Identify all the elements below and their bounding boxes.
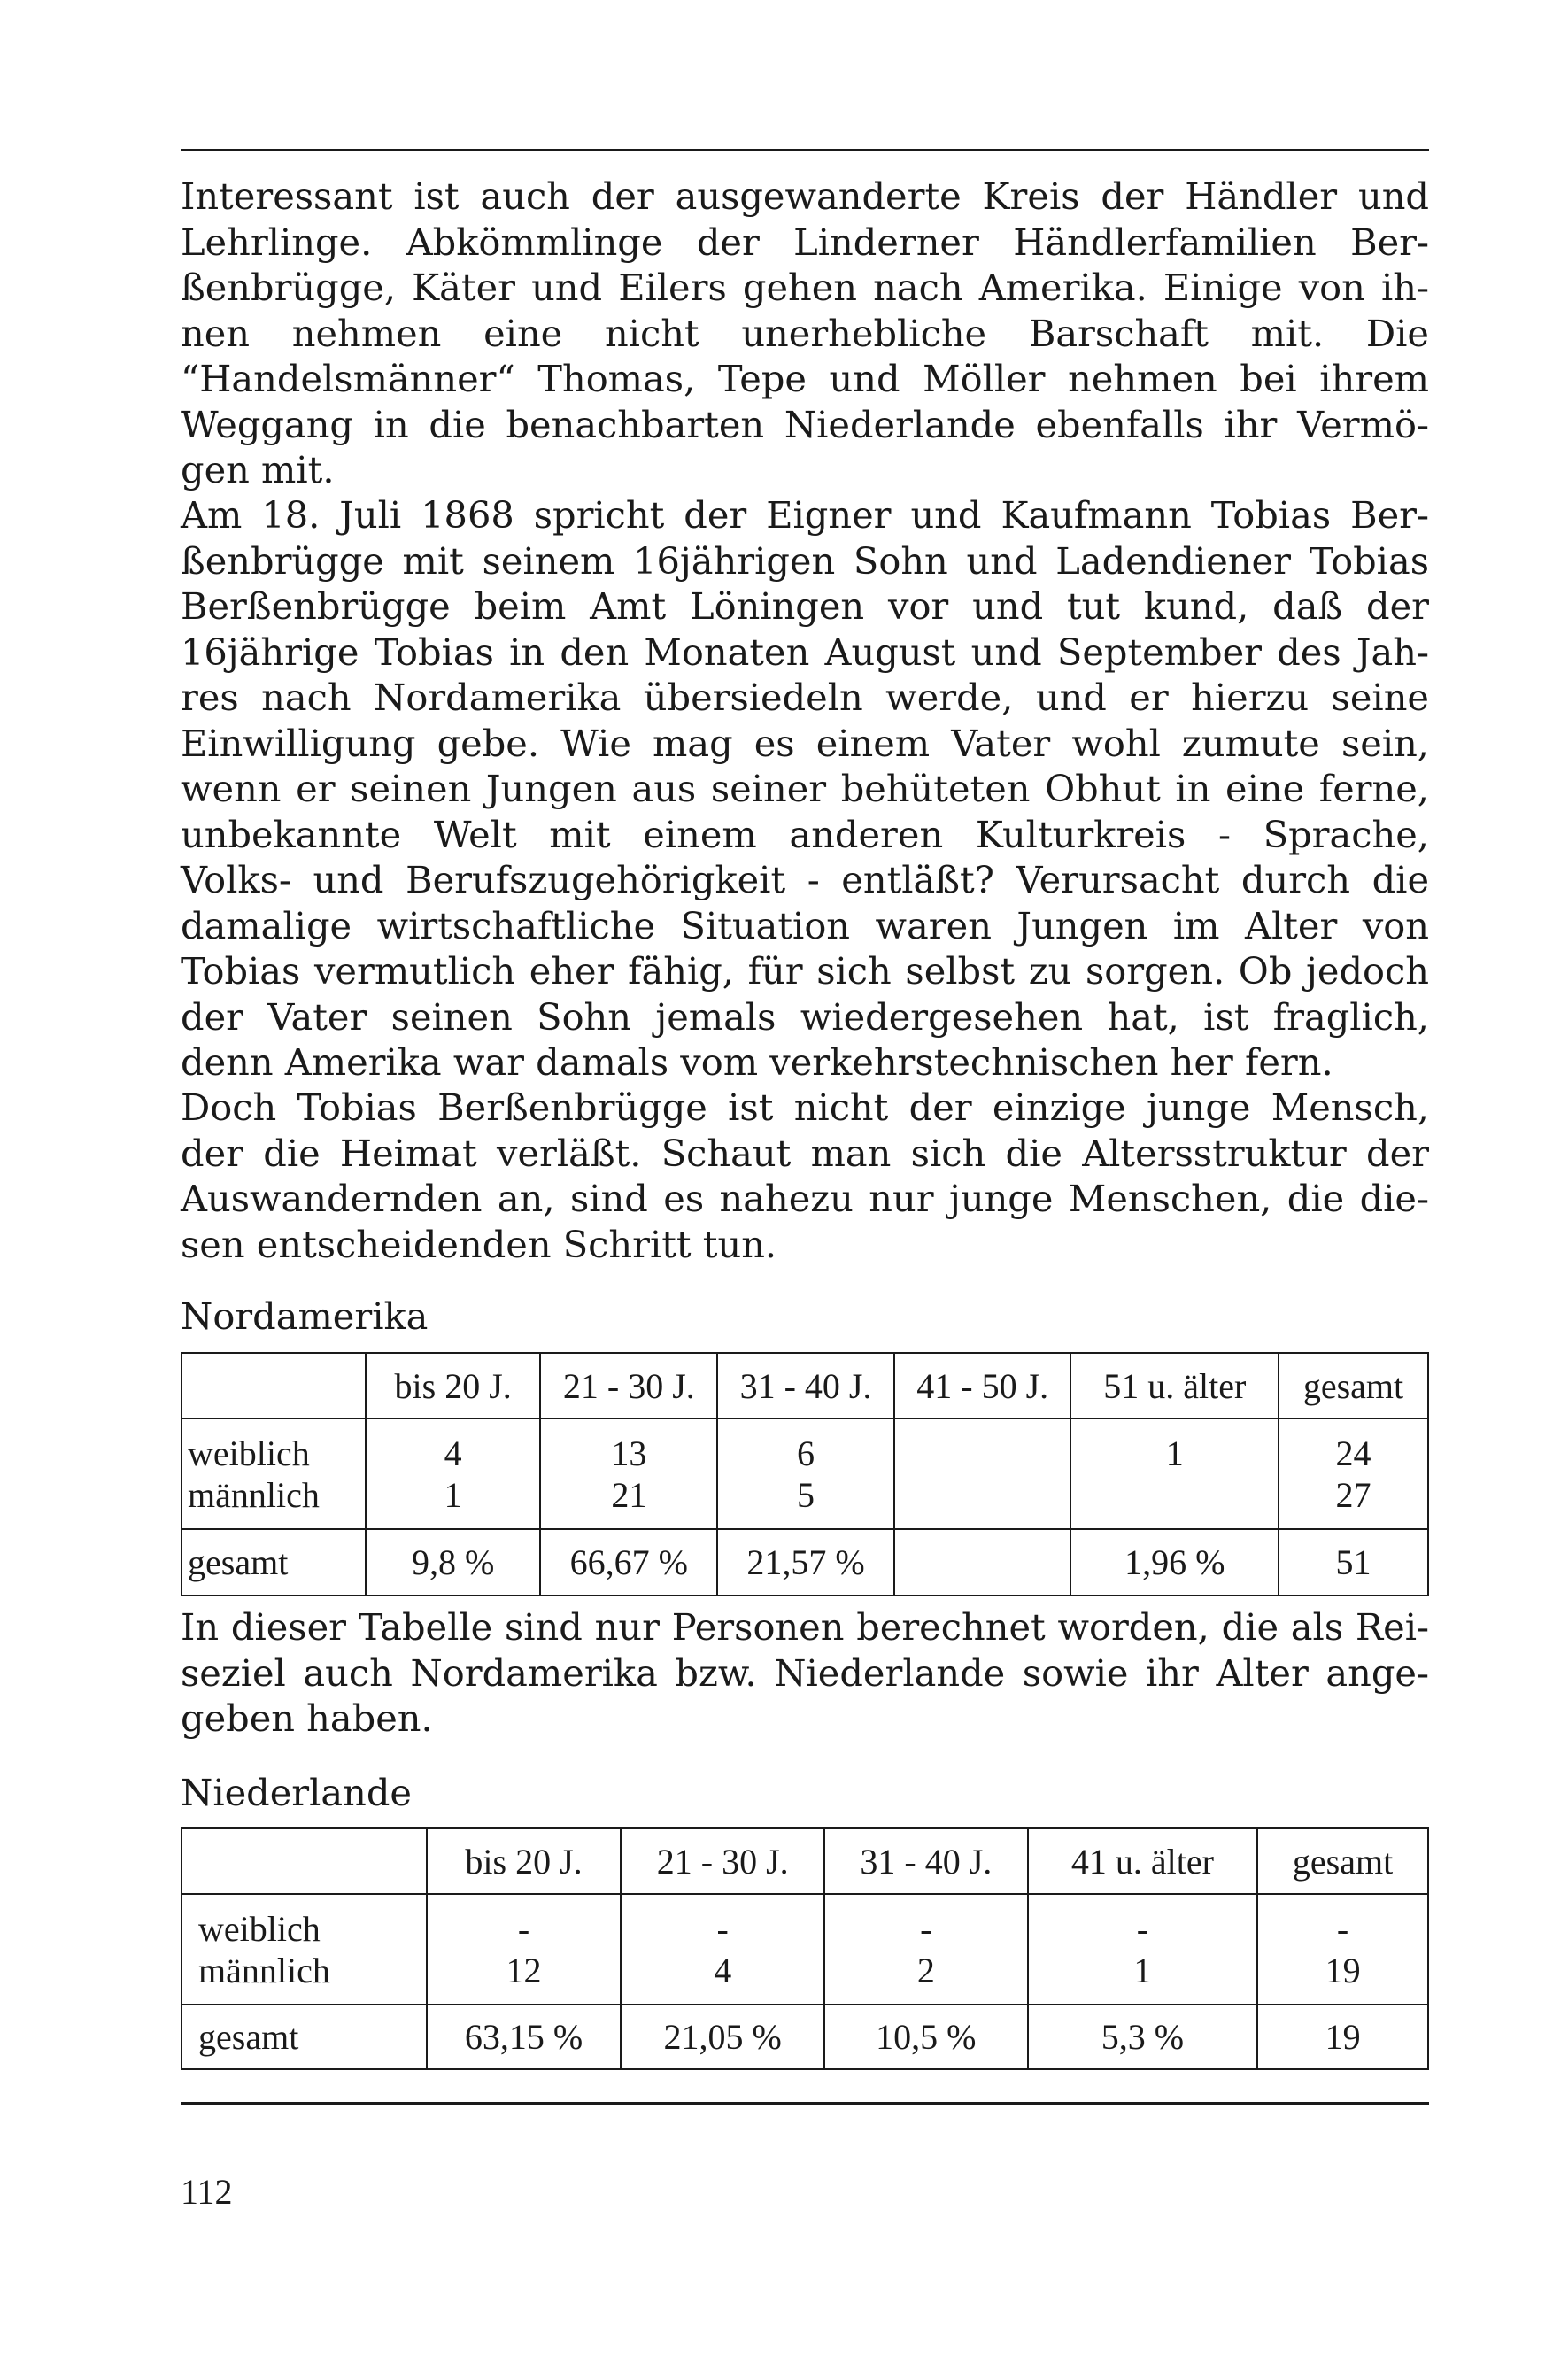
- table-header-cell: 21 - 30 J.: [540, 1353, 717, 1418]
- row-label-gesamt: gesamt: [182, 1529, 366, 1596]
- header-rule: [181, 149, 1429, 151]
- table-total-row: [182, 1529, 1428, 1596]
- cell-weiblich: -: [517, 1908, 530, 1949]
- row-label-maennlich: männlich: [188, 1474, 320, 1515]
- table-cell: [540, 1418, 717, 1529]
- cell-weiblich: -: [716, 1908, 729, 1949]
- table-header-cell: 41 u. älter: [1028, 1828, 1258, 1894]
- paragraph-haendler: [181, 174, 1429, 493]
- text-line: der Vater seinen Sohn jemals wiedergesehen hat, ist fraglich,: [181, 994, 1429, 1039]
- text-line: Am 18. Juli 1868 spricht der Eigner und Kaufmann Tobias Ber-: [181, 493, 1429, 537]
- table-cell: 21,05 %: [621, 2005, 824, 2069]
- paragraph-table-note: [181, 1604, 1429, 1742]
- table-row: [182, 1894, 1428, 2005]
- table-cell: 19: [1257, 2005, 1428, 2069]
- table-cell: 21,57 %: [717, 1529, 894, 1596]
- text-line: sen entscheidenden Schritt tun.: [181, 1222, 777, 1266]
- text-line: Tobias vermutlich eher fähig, für sich selbst zu sorgen. Ob jedoch: [181, 949, 1429, 993]
- table-header-row: [182, 1828, 1428, 1894]
- table-total-row: [182, 2005, 1428, 2069]
- cell-weiblich: 13: [611, 1433, 647, 1473]
- table-caption-nordamerika: Nordamerika: [181, 1294, 429, 1338]
- text-line: Interessant ist auch der ausgewanderte Kreis der Händler und: [181, 174, 1429, 218]
- cell-weiblich: -: [1136, 1908, 1149, 1949]
- cell-maennlich: 2: [916, 1950, 935, 1990]
- text-line: denn Amerika war damals vom verkehrstechnischen her fern.: [181, 1040, 1333, 1084]
- text-line: res nach Nordamerika übersiedeln werde, und er hierzu seine: [181, 676, 1429, 719]
- table-header-cell: [182, 1353, 366, 1418]
- text-line: Lehrlinge. Abkömmlinge der Linderner Händlerfamilien Ber-: [181, 220, 1429, 264]
- table-cell: [1279, 1418, 1428, 1529]
- text-line: ßenbrügge, Käter und Eilers gehen nach Amerika. Einige von ih-: [181, 266, 1429, 309]
- cell-weiblich: 1: [1165, 1433, 1184, 1473]
- cell-weiblich: 4: [444, 1433, 462, 1473]
- text-line: In dieser Tabelle sind nur Personen berechnet worden, die als Rei-: [181, 1605, 1429, 1649]
- table-header-cell: 51 u. älter: [1070, 1353, 1279, 1418]
- table-header-cell: gesamt: [1257, 1828, 1428, 1894]
- text-line: gen mit.: [181, 448, 335, 491]
- table-header-cell: gesamt: [1279, 1353, 1428, 1418]
- text-line: Volks- und Berufszugehörigkeit - entläßt? Verursacht durch die: [181, 858, 1429, 901]
- cell-weiblich: 24: [1335, 1433, 1371, 1473]
- cell-weiblich: [900, 1433, 1065, 1474]
- table-nordamerika: [181, 1352, 1429, 1596]
- table-row: [182, 1418, 1428, 1529]
- table-cell: [427, 1894, 622, 2005]
- table-header-cell: [182, 1828, 427, 1894]
- table-header-cell: bis 20 J.: [366, 1353, 541, 1418]
- row-label-weiblich: weiblich: [198, 1908, 321, 1949]
- cell-maennlich: [1077, 1474, 1272, 1516]
- table-cell: [894, 1529, 1071, 1596]
- cell-maennlich: 19: [1325, 1950, 1361, 1990]
- table-cell: 66,67 %: [540, 1529, 717, 1596]
- text-line: “Handelsmänner“ Thomas, Tepe und Möller nehmen bei ihrem: [181, 357, 1429, 400]
- row-label-gesamt: gesamt: [182, 2005, 427, 2069]
- cell-weiblich: -: [1336, 1908, 1349, 1949]
- table-cell: 10,5 %: [824, 2005, 1028, 2069]
- table-cell: [366, 1418, 541, 1529]
- table-cell: [621, 1894, 824, 2005]
- cell-maennlich: 12: [506, 1950, 542, 1990]
- cell-weiblich: 6: [797, 1433, 815, 1473]
- table-cell: 1,96 %: [1070, 1529, 1279, 1596]
- table-header-cell: 21 - 30 J.: [621, 1828, 824, 1894]
- paragraph-tobias: [181, 492, 1429, 1086]
- text-line: Einwilligung gebe. Wie mag es einem Vater wohl zumute sein,: [181, 721, 1429, 765]
- text-line: der die Heimat verläßt. Schaut man sich die Altersstruktur der: [181, 1131, 1429, 1175]
- paragraph-altersstruktur: [181, 1085, 1429, 1267]
- text-line: ßenbrügge mit seinem 16jährigen Sohn und Ladendiener Tobias: [181, 538, 1429, 583]
- table-cell: [824, 1894, 1028, 2005]
- cell-maennlich: 27: [1335, 1474, 1371, 1515]
- row-label-weiblich: weiblich: [188, 1433, 310, 1473]
- table-cell: 9,8 %: [366, 1529, 541, 1596]
- table-cell: 5,3 %: [1028, 2005, 1258, 2069]
- row-label-cell: [182, 1418, 366, 1529]
- row-label-cell: [182, 1894, 427, 2005]
- text-line: 16jährige Tobias in den Monaten August und September des Jah-: [181, 630, 1429, 674]
- table-header-cell: 31 - 40 J.: [824, 1828, 1028, 1894]
- cell-maennlich: [900, 1474, 1065, 1516]
- table-caption-niederlande: Niederlande: [181, 1771, 412, 1814]
- table-cell: [894, 1418, 1071, 1529]
- row-label-maennlich: männlich: [198, 1950, 330, 1990]
- text-line: Auswandernden an, sind es nahezu nur junge Menschen, die die-: [181, 1177, 1429, 1220]
- text-line: seziel auch Nordamerika bzw. Niederlande sowie ihr Alter ange-: [181, 1650, 1429, 1695]
- table-cell: 51: [1279, 1529, 1428, 1596]
- text-line: Doch Tobias Berßenbrügge ist nicht der einzige junge Mensch,: [181, 1086, 1429, 1129]
- cell-maennlich: 21: [611, 1474, 647, 1515]
- text-line: Weggang in die benachbarten Niederlande ebenfalls ihr Vermö-: [181, 402, 1429, 446]
- table-cell: [1070, 1418, 1279, 1529]
- text-line: nen nehmen eine nicht unerhebliche Barschaft mit. Die: [181, 311, 1429, 355]
- table-header-cell: 41 - 50 J.: [894, 1353, 1071, 1418]
- table-cell: 63,15 %: [427, 2005, 622, 2069]
- text-line: geben haben.: [181, 1696, 433, 1740]
- text-line: wenn er seinen Jungen aus seiner behüteten Obhut in eine ferne,: [181, 767, 1429, 810]
- cell-weiblich: -: [920, 1908, 932, 1949]
- table-header-row: [182, 1353, 1428, 1418]
- text-line: Berßenbrügge beim Amt Löningen vor und tut kund, daß der: [181, 584, 1429, 628]
- table-niederlande: [181, 1828, 1429, 2070]
- table-cell: [717, 1418, 894, 1529]
- table-header-cell: 31 - 40 J.: [717, 1353, 894, 1418]
- text-line: damalige wirtschaftliche Situation waren Jungen im Alter von: [181, 903, 1429, 947]
- cell-maennlich: 5: [797, 1474, 815, 1515]
- cell-maennlich: 1: [444, 1474, 462, 1515]
- text-line: unbekannte Welt mit einem anderen Kulturkreis - Sprache,: [181, 812, 1429, 856]
- table-cell: [1257, 1894, 1428, 2005]
- cell-maennlich: 1: [1133, 1950, 1152, 1990]
- table-header-cell: bis 20 J.: [427, 1828, 622, 1894]
- footer-rule: [181, 2102, 1429, 2105]
- page-number: 112: [181, 2172, 233, 2212]
- table-cell: [1028, 1894, 1258, 2005]
- cell-maennlich: 4: [714, 1950, 732, 1990]
